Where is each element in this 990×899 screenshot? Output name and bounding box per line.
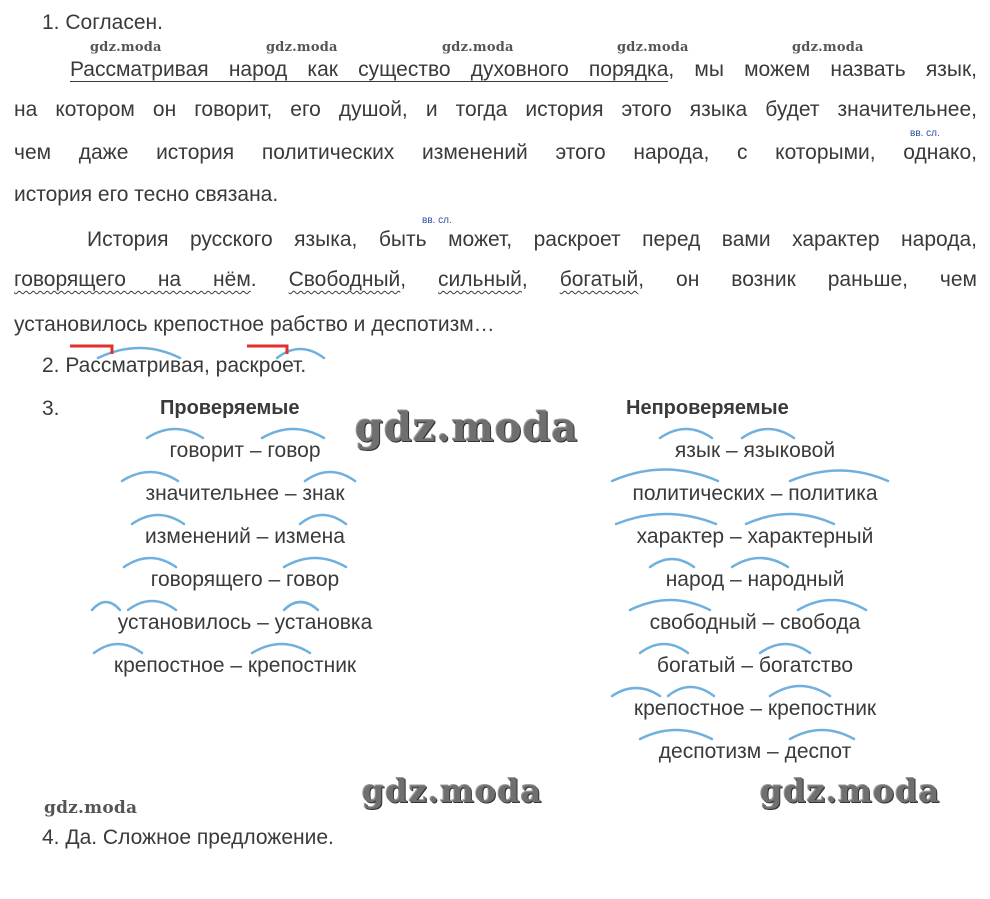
annotation-vvodnoe: вв. сл.	[422, 215, 452, 226]
watermark-small: gdz.moda	[266, 40, 338, 55]
root-arc	[92, 602, 120, 610]
root-arc	[132, 515, 184, 524]
para1-line1-rest: , мы можем назвать язык,	[668, 58, 978, 81]
para2-line3: установилось крепостное рабство и деспотизм…	[14, 313, 495, 336]
item1-label: 1. Согласен.	[42, 11, 163, 34]
unchecked-pair: язык – языковой	[674, 439, 836, 462]
watermark-small: gdz.moda	[90, 40, 162, 55]
root-arc	[616, 514, 716, 524]
root-arc	[94, 644, 142, 653]
unchecked-pair: народ – народный	[665, 568, 845, 591]
root-arc	[760, 644, 810, 653]
para2-line2-rest: , он возник раньше, чем	[638, 268, 977, 291]
root-arc	[640, 644, 688, 653]
annotation-vvodnoe: вв. сл.	[910, 128, 940, 139]
watermark-small: gdz.moda	[792, 40, 864, 55]
root-arc	[284, 602, 318, 610]
root-arc	[128, 601, 176, 610]
checked-pair: говорящего – говор	[150, 568, 340, 591]
root-arc	[630, 600, 710, 610]
wavy-word: богатый	[559, 268, 639, 291]
root-arc	[640, 730, 712, 739]
para1-line4: история его тесно связана.	[14, 183, 279, 206]
item2-text: 2. Рассматривая, раскроет.	[42, 354, 307, 377]
root-arc	[746, 514, 834, 524]
checked-pair: установилось – установка	[117, 611, 373, 634]
root-arc	[262, 429, 324, 438]
root-arc	[305, 472, 355, 481]
item3-label: 3.	[42, 397, 60, 420]
prefix-mark	[70, 346, 112, 354]
root-arc	[732, 558, 788, 567]
item4-text: 4. Да. Сложное предложение.	[42, 826, 334, 849]
wavy-word: Свободный	[288, 268, 401, 291]
root-arc	[300, 515, 346, 524]
checked-pair: изменений – измена	[145, 525, 345, 548]
root-arc	[742, 429, 794, 438]
para2-line2: говорящего на нём. Свободный, сильный, богатый, он возник раньше, чем	[14, 268, 977, 291]
watermark-big: gdz.moda	[362, 772, 543, 810]
unchecked-pair: политических – политика	[632, 482, 878, 505]
wavy-phrase: говорящего на нём	[14, 268, 251, 291]
root-arc	[284, 558, 346, 567]
para2-line1: История русского языка, быть может, раскроет перед вами характер народа,	[87, 228, 977, 251]
period: .	[250, 268, 257, 291]
unchecked-pair: крепостное – крепостник	[633, 697, 877, 720]
checked-pair: говорит – говор	[169, 439, 321, 462]
unchecked-pair: свободный – свобода	[649, 611, 861, 634]
watermark-big: gdz.moda	[760, 772, 941, 810]
watermark-big: gdz.moda	[355, 404, 579, 451]
root-arc	[650, 559, 694, 567]
checked-pair: крепостное – крепостник	[113, 654, 357, 677]
watermark-small: gdz.moda	[44, 798, 138, 818]
root-arc	[790, 730, 854, 739]
wavy-word: сильный	[438, 268, 522, 291]
root-arc	[798, 600, 866, 610]
root-arc	[612, 688, 660, 696]
root-arc	[612, 470, 718, 482]
watermark-small: gdz.moda	[617, 40, 689, 55]
unchecked-pair: богатый – богатство	[656, 654, 854, 677]
subject-phrase: Рассматривая народ как существо духовного порядка	[70, 58, 669, 81]
para1-line1	[14, 58, 977, 82]
checked-pair: значительнее – знак	[145, 482, 345, 505]
root-arc	[122, 472, 178, 481]
unchecked-pair: характер – характерный	[636, 525, 874, 548]
root-arc	[147, 429, 203, 438]
root-arc	[124, 558, 176, 567]
unchecked-heading: Непроверяемые	[626, 397, 789, 419]
checked-heading: Проверяемые	[160, 397, 300, 419]
root-arc	[790, 471, 888, 482]
prefix-mark	[247, 346, 287, 354]
para1-line3: чем даже история политических изменений этого народа, с которыми, однако,	[14, 141, 977, 164]
watermark-small: gdz.moda	[442, 40, 514, 55]
para1-line2: на котором он говорит, его душой, и тогда история этого языка будет значительнее,	[14, 98, 977, 121]
unchecked-pair: деспотизм – деспот	[658, 740, 852, 763]
root-arc	[770, 686, 830, 696]
root-arc	[668, 687, 714, 696]
root-arc	[660, 429, 712, 438]
root-arc	[252, 644, 310, 653]
